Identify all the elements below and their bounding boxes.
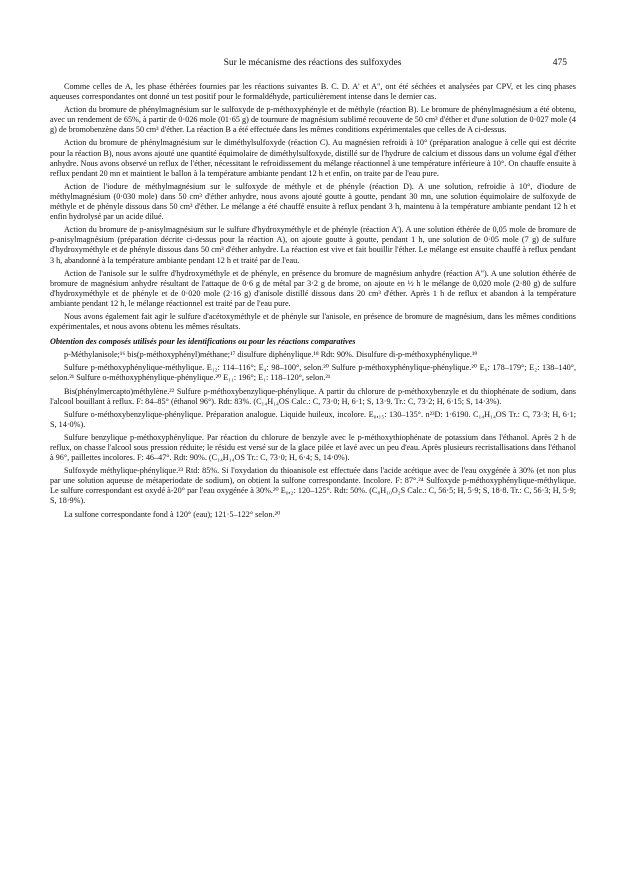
entry-sulfoxides: Sulfoxyde méthylique-phénylique.²³ Rtd: 85%. Si l'oxydation du thioanisole est effectuée dans l'acide acétique avec de l'eau oxygénée à 30% (et non plus par une solution aqueuse de métaperiodate de sodium), on obtient la sulfone correspondante. Incolore. F: 87°.²⁴ Sulfoxyde p-méthoxyphénylique-méthylique. Le sulfure correspondant est oxydé à-20° par l'eau oxygénée à 30%.²⁰ E₀,₂: 120–125°. Rdt: 50%. (C₈H₁₀O₂S Calc.: C, 56·5; H, 5·9; S, 18·8. Tr.: C, 56·3; H, 5·9; S, 18·9%).: [50, 466, 576, 506]
running-header: [0, 58, 625, 72]
paragraph-reaction-d: Action de l'iodure de méthylmagnésium sur le sulfoxyde de méthyle et de phényle (réaction D). A une solution, refroidie à 10°, d'iodure de méthylmagnésium (0·030 mole) dans 50 cm³ d'éther anhydre, nous avons ajouté goutte à goutte, pendant 30 mn, une solution équimolaire de sulfoxyde de méthyle et de phényle dissous dans 50 cm³ d'éther. Le mélange a été chauffé ensuite à reflux pendant 3 h, maintenu à la température ambiante pendant 12 h et enfin hydrolysé par un acide dilué.: [50, 181, 576, 222]
paragraph-reaction-b: Action du bromure de phénylmagnésium sur le sulfoxyde de p-méthoxyphényle et de méthyle (réaction B). Le bromure de phénylmagnésium a été obtenu, avec un rendement de 65%, à partir de 0·026 mole (01·65 g) de tournure de magnésium sublimé recouverte de 50 cm³ d'éther et d'une solution de 0·027 mole (4 g) de bromobenzène dans 50 cm³ d'éther. La réaction B a été effectuée dans les mêmes conditions expérimentales que celles de A ci-dessus.: [50, 105, 576, 135]
entry-methoxyphenyl-sulfides: Sulfure p-méthoxyphénylique-méthylique. E₁₂: 114–116°; E₄: 98–100°, selon.²⁰ Sulfure p-méthoxyphénylique-phénylique.²⁰ E₉: 178–179°; E₂: 138–140°, selon.²¹ Sulfure o-méthoxyphénylique-phénylique.²⁰ E₁₁: 196°; E₁: 118–120°, selon.²¹: [50, 363, 576, 383]
article-body: [50, 82, 576, 523]
paragraph-reaction-a-double-prime: Action de l'anisole sur le sulfre d'hydroxyméthyle et de phényle, en présence du bromure de magnésium anhydre (réaction A"). A une solution éthérée de bromure de magnésium anhydre résultant de l'attaque de 0·6 g de métal par 3·2 g de brome, on ajoute en ½ h le mélange de 0,020 mole (2·80 g) de sulfure d'hydroxyméthyle et de phényle et de 0·020 mole (2·16 g) d'anisole distillé dissous dans 20 cm³ d'éther. Après 1 h de reflux et abandon à la température ambiante pendant 12 h, le mélange réactionnel est traité par de l'eau pure.: [50, 268, 576, 308]
entry-o-methoxybenzyl-sulfide: Sulfure o-méthoxybenzylique-phénylique. Préparation analogue. Liquide huileux, incolore. E₀,₁₅: 130–135°. n²³D: 1·6190. C₁₄H₁₄OS Tr.: C, 73·3; H, 6·1; S, 14·0%).: [50, 409, 576, 429]
section-heading: Obtention des composés utilisés pour les identifications ou pour les réactions comparatives: [50, 337, 356, 347]
entry-methylanisole: p-Méthylanisole;¹⁶ bis(p-méthoxyphényl)méthane;¹⁷ disulfure diphénylique.¹⁸ Rdt: 90%. Disulfure di-p-méthoxyphénylique.¹⁹: [64, 350, 478, 360]
running-title: Sur le mécanisme des réactions des sulfoxydes: [223, 58, 402, 68]
paragraph-intro: Comme celles de A, les phase éthérées fournies par les réactions suivantes B. C. D. A' et A", ont été séchées et analysées par CPV, et les cinq phases aqueuses correspondantes ont donné un test positif pour le formaldéhyde, particulièrement intense dans le dernier cas.: [50, 82, 576, 102]
entry-p-methoxybenzyl-sulfide: Bis(phénylmercapto)méthylène.²² Sulfure p-méthoxybenzylique-phénylique. A partir du chlorure de p-méthoxybenzyle et du thiophénate de sodium, dans l'alcool bouillant à reflux. F: 84–85° (éthanol 96°). Rdt: 83%. (C₁₄H₁₄OS Calc.: C, 73·0; H, 6·1; S, 13·9. Tr.: C, 73·2; H, 6·15; S, 14·3%).: [50, 386, 576, 406]
page-number: 475: [552, 58, 567, 68]
entry-sulfone: La sulfone correspondante fond à 120° (eau); 121·5–122° selon.²⁰: [64, 509, 281, 519]
paragraph-acetoxymethyl: Nous avons également fait agir le sulfure d'acétoxyméthyle et de phényle sur l'anisole, en présence de bromure de magnésium, dans les mêmes conditions expérimentales, et nous avons obtenu les mêmes résultats.: [50, 311, 576, 332]
paragraph-reaction-a-prime: Action du bromure de p-anisylmagnésium sur le sulfure d'hydroxyméthyle et de phényle (réaction A'). A une solution éthérée de 0,05 mole de bromure de p-anisylmagnésium (préparation décrite ci-dessus pour la réaction A), on ajoute goutte à goutte, pendant 1 h, une solution de 0·05 mole (7 g) de sulfure d'hydroxyméthyle et de phényle dissous dans 50 cm³ d'éther anhydre. La réaction est vive et fait bouillir l'éther. Le mélange est ensuite chauffé à reflux pendant 3 h, abandonné à la température ambiante pendant 12 h et traité par de l'eau.: [50, 225, 576, 265]
paragraph-reaction-c: Action du bromure de phénylmagnésium sur le diméthylsulfoxyde (réaction C). Au magnésien refroidi à 10° (préparation analogue à celle qui est décrite pour la réaction B), nous avons ajouté une quantité équimolaire de diméthylsulfoxyde, distillé sur de l'hydrure de calcium et dissous dans un volume égal d'éther anhydre. Nous avons observé un reflux de l'éther, nécessitant le refroidissement du mélange réactionnel à une température inférieure à 10°. On chauffe ensuite à reflux pendant 20 mn et maintient le ballon à la température ambiante pendant 12 h et enfin, on traite par de l'eau pure.: [50, 138, 576, 178]
entry-benzyl-sulfide: Sulfure benzylique p-méthoxyphénylique. Par réaction du chlorure de benzyle avec le p-méthoxythiophénate de potassium dans l'éthanol. Après 2 h de reflux, on chasse l'alcool sous pression réduite; le résidu est versé sur de la glace pilée et lavé avec un peu d'eau. Après plusieurs recristallisations dans l'éthanol à 96°, paillettes incolores. F: 46–47°. Rdt: 90%. (C₁₄H₁₄OS Tr.: C, 73·0; H, 6·4; S, 14·0%).: [50, 432, 576, 463]
